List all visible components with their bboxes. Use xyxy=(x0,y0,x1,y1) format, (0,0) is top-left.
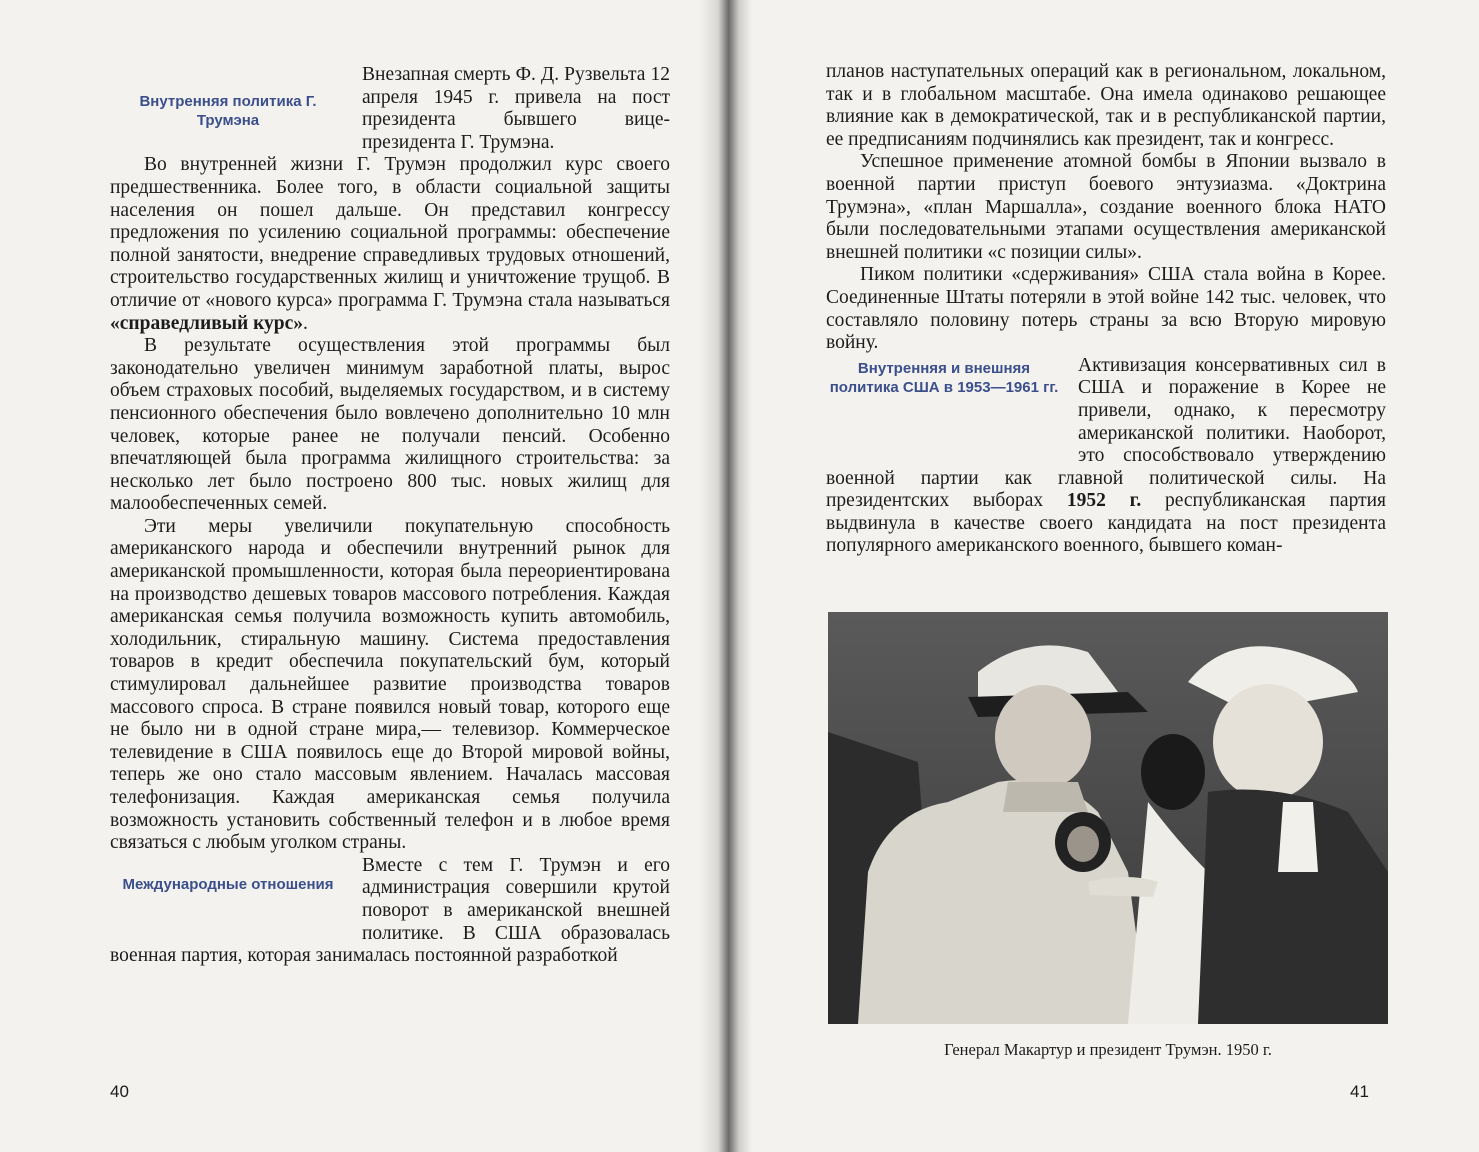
term-fair-deal: «справедливый курс» xyxy=(110,312,304,334)
page-41 xyxy=(752,0,1479,1152)
paragraph: планов наступательных операций как в региональном, локальном, так и в глобальном масштабе. Она имела одинаково решающее влияние как в демократической, так и в республиканской партии, ее предписаниям подчинялись как президент, так и конгресс. xyxy=(826,61,1386,150)
page-40 xyxy=(0,0,700,1152)
photo-caption: Генерал Макартур и президент Трумэн. 1950 г. xyxy=(944,1040,1272,1059)
paragraph: Внезапная смерть Ф. Д. Рузвельта 12 апреля 1945 г. привела на пост президента бывшего вице-президента Г. Трумэна. xyxy=(362,64,670,153)
page-number: 41 xyxy=(1350,1082,1369,1101)
heading-us-policy-1953-1961: Внутренняя и внешняя политика США в 1953—1961 гг. xyxy=(829,359,1059,396)
left-column xyxy=(110,64,670,968)
page-number: 40 xyxy=(110,1082,129,1101)
year-1952: 1952 г. xyxy=(1066,490,1142,512)
paragraph: Активизация консервативных сил в США и поражение в Корее не привели, однако, к пересмотру американской политики. Наоборот, это способствовало утверждению военной партии как главной политической силы. На президентских выборах 1952 г. республиканская партия выдвинула в качестве своего кандидата на пост президента популярного американского военного, бывшего коман- xyxy=(826,354,1386,557)
heading-domestic-policy: Внутренняя политика Г. Трумэна xyxy=(139,93,317,129)
paragraph: Во внутренней жизни Г. Трумэн продолжил курс своего предшественника. Более того, в области социальной защиты населения он пошел дальше. Он представил конгрессу предложения по усилению социальной программы: обеспечение полной занятости, внедрение справедливых трудовых отношений, строительство государственных жилищ и уничтожение трущоб. В отличие от «нового курса» программа Г. Трумэна стала называться «справедливый курс». xyxy=(110,154,670,334)
photo-macarthur-truman xyxy=(828,612,1388,1024)
paragraph: Успешное применение атомной бомбы в Японии вызвало в военной партии приступ боевого энтузиазма. «Доктрина Трумэна», «план Маршалла», создание военного блока НАТО были последовательными этапами осуществления американской внешней политики «с позиции силы». xyxy=(826,151,1386,263)
right-column xyxy=(826,61,1386,558)
paragraph: Эти меры увеличили покупательную способность американского народа и обеспечили внутренний рынок для американской промышленности, которая была переориентирована на производство дешевых товаров массового потребления. Каждая американская семья получила возможность купить автомобиль, холодильник, стиральную машину. Система предоставления товаров в кредит обеспечила покупательский бум, который стимулировал дальнейшее развитие производства товаров массового спроса. В стране появился новый товар, которого еще не было ни в одной стране мира,— телевизор. Коммерческое телевидение в США появилось еще до Второй мировой войны, теперь же оно стало массовым явлением. Началась массовая телефонизация. Каждая американская семья получила возможность установить собственный телефон и в любое время связаться с любым уголком страны. xyxy=(110,515,670,854)
paragraph: Вместе с тем Г. Трумэн и его администрация совершили крутой поворот в американской внешней политике. В США образовалась военная партия, которая занималась постоянной разработкой xyxy=(110,854,670,967)
paragraph: Пиком политики «сдерживания» США стала война в Корее. Соединенные Штаты потеряли в этой войне 142 тыс. человек, что составляло половину потерь страны за всю Вторую мировую войну. xyxy=(826,264,1386,354)
heading-international-relations: Международные отношения xyxy=(122,875,334,893)
book-gutter xyxy=(700,0,752,1152)
paragraph: В результате осуществления этой программы был законодательно увеличен минимум заработной платы, вырос объем страховых пособий, выделяемых государством, и в систему пенсионного обеспечения было вовлечено дополнительно 10 млн человек, которые ранее не получали пенсий. Особенно впечатляющей была программа жилищного строительства: за несколько лет было построено 800 тыс. новых жилищ для малообеспеченных семей. xyxy=(110,335,670,515)
